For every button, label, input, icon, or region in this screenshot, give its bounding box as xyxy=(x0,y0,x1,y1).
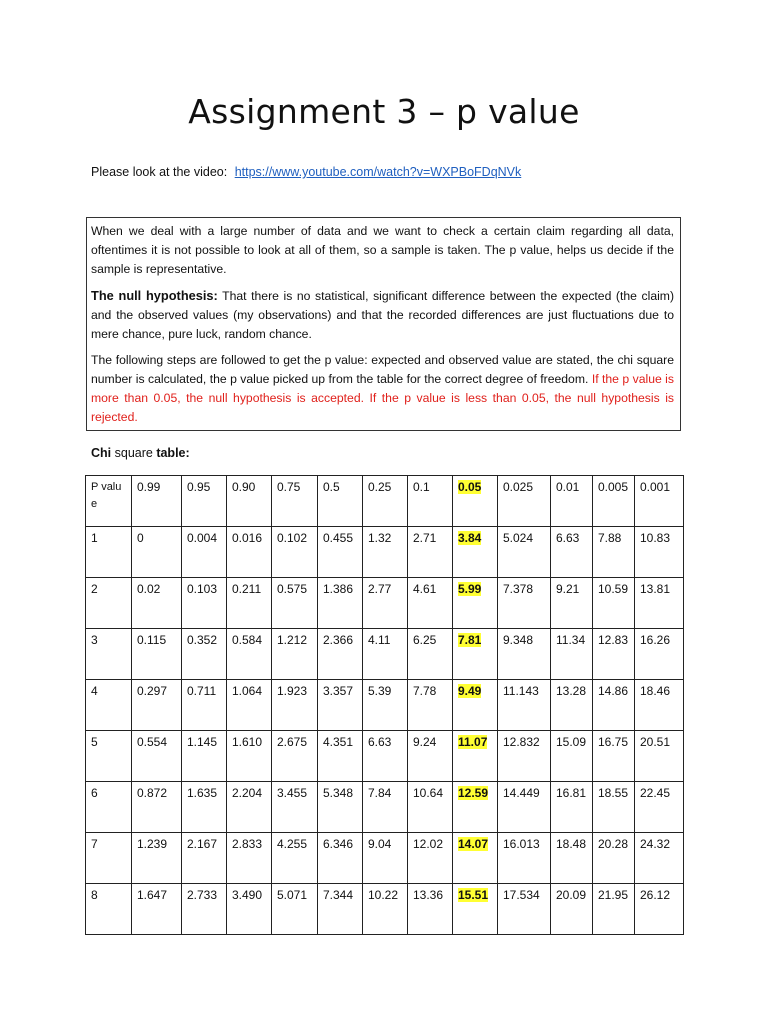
table-cell: 16.81 xyxy=(551,782,593,833)
table-cell: 16.75 xyxy=(593,731,635,782)
paragraph-sample: When we deal with a large number of data and we want to check a certain claim regarding all data, oftentimes it is not possible to look at all of them, so a sample is taken. The p value, helps us decide if the sample is representative. xyxy=(91,224,674,276)
df-cell: 3 xyxy=(86,629,132,680)
table-cell: 10.59 xyxy=(593,578,635,629)
table-cell: 3.455 xyxy=(272,782,318,833)
table-cell: 3.357 xyxy=(318,680,363,731)
table-cell: 0.016 xyxy=(227,527,272,578)
highlighted-value: 12.59 xyxy=(458,786,489,800)
highlighted-value: 9.49 xyxy=(458,684,482,698)
table-cell: 2.77 xyxy=(363,578,408,629)
table-cell: 17.534 xyxy=(498,884,551,935)
table-cell: 16.013 xyxy=(498,833,551,884)
table-cell: 14.86 xyxy=(593,680,635,731)
table-row xyxy=(86,884,684,935)
table-cell: 1.064 xyxy=(227,680,272,731)
table-cell xyxy=(453,527,498,578)
table-cell: 2.833 xyxy=(227,833,272,884)
table-label-square: square xyxy=(111,446,157,460)
steps-rule-red: If the p value is more than 0.05, the null hypothesis is accepted. If the p value is less than 0.05, the null hypothesis is rejected. xyxy=(91,372,674,424)
table-cell: 4.61 xyxy=(408,578,453,629)
header-cell: 0.25 xyxy=(363,476,408,527)
table-label xyxy=(91,446,190,460)
header-cell: 0.90 xyxy=(227,476,272,527)
video-link[interactable]: https://www.youtube.com/watch?v=WXPBoFDqNVk xyxy=(234,165,522,179)
table-cell: 2.71 xyxy=(408,527,453,578)
table-cell: 5.348 xyxy=(318,782,363,833)
table-cell: 22.45 xyxy=(635,782,684,833)
df-cell: 2 xyxy=(86,578,132,629)
table-cell: 1.145 xyxy=(182,731,227,782)
table-cell xyxy=(453,578,498,629)
table-cell: 0.297 xyxy=(132,680,182,731)
table-cell: 20.09 xyxy=(551,884,593,935)
table-row xyxy=(86,731,684,782)
table-cell xyxy=(453,782,498,833)
table-cell xyxy=(453,629,498,680)
table-cell: 11.143 xyxy=(498,680,551,731)
table-cell: 5.071 xyxy=(272,884,318,935)
table-cell: 10.22 xyxy=(363,884,408,935)
table-cell: 1.386 xyxy=(318,578,363,629)
table-cell: 5.024 xyxy=(498,527,551,578)
table-label-table: table: xyxy=(156,446,190,460)
table-cell: 6.63 xyxy=(551,527,593,578)
table-header-row xyxy=(86,476,684,527)
table-cell: 9.04 xyxy=(363,833,408,884)
highlighted-value: 11.07 xyxy=(458,735,488,749)
table-cell: 13.81 xyxy=(635,578,684,629)
table-cell: 14.449 xyxy=(498,782,551,833)
table-cell: 13.28 xyxy=(551,680,593,731)
table-cell: 4.255 xyxy=(272,833,318,884)
explanation-box xyxy=(86,217,681,431)
table-cell: 4.351 xyxy=(318,731,363,782)
highlighted-value: 15.51 xyxy=(458,888,489,902)
table-cell: 11.34 xyxy=(551,629,593,680)
table-cell: 20.28 xyxy=(593,833,635,884)
df-cell: 6 xyxy=(86,782,132,833)
table-cell: 15.09 xyxy=(551,731,593,782)
table-cell: 18.46 xyxy=(635,680,684,731)
table-cell: 0.102 xyxy=(272,527,318,578)
table-cell: 1.610 xyxy=(227,731,272,782)
table-cell: 0.211 xyxy=(227,578,272,629)
header-cell: 0.025 xyxy=(498,476,551,527)
table-cell: 6.63 xyxy=(363,731,408,782)
table-cell: 0.455 xyxy=(318,527,363,578)
header-cell: 0.005 xyxy=(593,476,635,527)
table-cell: 13.36 xyxy=(408,884,453,935)
table-cell: 7.88 xyxy=(593,527,635,578)
table-cell: 3.490 xyxy=(227,884,272,935)
header-cell: 0.1 xyxy=(408,476,453,527)
table-cell: 9.21 xyxy=(551,578,593,629)
paragraph-null-hypothesis xyxy=(91,286,674,344)
table-cell: 10.83 xyxy=(635,527,684,578)
highlighted-value: 3.84 xyxy=(458,531,482,545)
table-cell: 7.378 xyxy=(498,578,551,629)
table-row xyxy=(86,782,684,833)
table-cell: 0.352 xyxy=(182,629,227,680)
table-row xyxy=(86,527,684,578)
paragraph-steps xyxy=(91,351,674,427)
table-cell: 7.78 xyxy=(408,680,453,731)
header-cell: 0.5 xyxy=(318,476,363,527)
table-cell: 24.32 xyxy=(635,833,684,884)
table-cell: 0.575 xyxy=(272,578,318,629)
table-cell: 5.39 xyxy=(363,680,408,731)
table-cell: 0.711 xyxy=(182,680,227,731)
table-cell: 18.48 xyxy=(551,833,593,884)
table-cell: 0.004 xyxy=(182,527,227,578)
chi-table-body xyxy=(86,476,684,935)
df-cell: 7 xyxy=(86,833,132,884)
intro-text: Please look at the video: xyxy=(91,165,228,179)
header-cell xyxy=(453,476,498,527)
table-row xyxy=(86,629,684,680)
table-cell: 18.55 xyxy=(593,782,635,833)
table-cell: 20.51 xyxy=(635,731,684,782)
df-cell: 4 xyxy=(86,680,132,731)
highlighted-value: 5.99 xyxy=(458,582,482,596)
table-cell: 2.733 xyxy=(182,884,227,935)
table-cell: 9.348 xyxy=(498,629,551,680)
df-cell: 1 xyxy=(86,527,132,578)
table-cell: 0.584 xyxy=(227,629,272,680)
table-row xyxy=(86,833,684,884)
df-cell: 8 xyxy=(86,884,132,935)
table-cell: 1.923 xyxy=(272,680,318,731)
table-cell xyxy=(453,833,498,884)
table-cell: 2.167 xyxy=(182,833,227,884)
table-cell: 4.11 xyxy=(363,629,408,680)
chi-square-table xyxy=(85,475,684,935)
header-cell: 0.95 xyxy=(182,476,227,527)
table-cell: 6.346 xyxy=(318,833,363,884)
table-label-chi: Chi xyxy=(91,446,112,460)
table-cell: 0.115 xyxy=(132,629,182,680)
table-cell: 7.84 xyxy=(363,782,408,833)
header-cell: 0.001 xyxy=(635,476,684,527)
table-cell xyxy=(453,731,498,782)
table-cell: 21.95 xyxy=(593,884,635,935)
highlighted-value: 14.07 xyxy=(458,837,489,851)
table-cell: 6.25 xyxy=(408,629,453,680)
intro-line xyxy=(91,165,521,179)
highlighted-value: 7.81 xyxy=(458,633,482,647)
null-hypothesis-text: That there is no statistical, significant difference between the expected (the claim) and the observed values (my observations) and that the recorded differences are just fluctuations due to mere chance, pure luck, random chance. xyxy=(91,289,675,341)
header-cell: P value xyxy=(86,476,132,527)
header-cell: 0.01 xyxy=(551,476,593,527)
table-cell xyxy=(453,884,498,935)
table-cell: 7.344 xyxy=(318,884,363,935)
table-cell: 2.366 xyxy=(318,629,363,680)
table-cell: 0.872 xyxy=(132,782,182,833)
table-cell: 0.554 xyxy=(132,731,182,782)
table-cell: 1.239 xyxy=(132,833,182,884)
table-cell: 2.204 xyxy=(227,782,272,833)
null-hypothesis-label: The null hypothesis: xyxy=(91,288,218,303)
table-cell: 12.83 xyxy=(593,629,635,680)
table-row xyxy=(86,578,684,629)
table-cell: 9.24 xyxy=(408,731,453,782)
table-cell: 1.635 xyxy=(182,782,227,833)
table-cell: 1.647 xyxy=(132,884,182,935)
table-cell: 12.832 xyxy=(498,731,551,782)
table-cell: 0.02 xyxy=(132,578,182,629)
table-cell: 1.212 xyxy=(272,629,318,680)
table-cell: 0.103 xyxy=(182,578,227,629)
table-cell: 16.26 xyxy=(635,629,684,680)
table-cell: 1.32 xyxy=(363,527,408,578)
highlighted-value: 0.05 xyxy=(458,480,482,494)
table-cell: 12.02 xyxy=(408,833,453,884)
header-cell: 0.75 xyxy=(272,476,318,527)
table-cell: 2.675 xyxy=(272,731,318,782)
header-cell: 0.99 xyxy=(132,476,182,527)
table-row xyxy=(86,680,684,731)
table-cell: 0 xyxy=(132,527,182,578)
table-cell: 26.12 xyxy=(635,884,684,935)
table-cell xyxy=(453,680,498,731)
steps-text: The following steps are followed to get the p value: expected and observed value are stated, the chi square number is calculated, the p value picked up from the table for the correct degree of freedom. xyxy=(91,353,674,386)
page-title: Assignment 3 – p value xyxy=(188,92,580,131)
table-cell: 10.64 xyxy=(408,782,453,833)
df-cell: 5 xyxy=(86,731,132,782)
